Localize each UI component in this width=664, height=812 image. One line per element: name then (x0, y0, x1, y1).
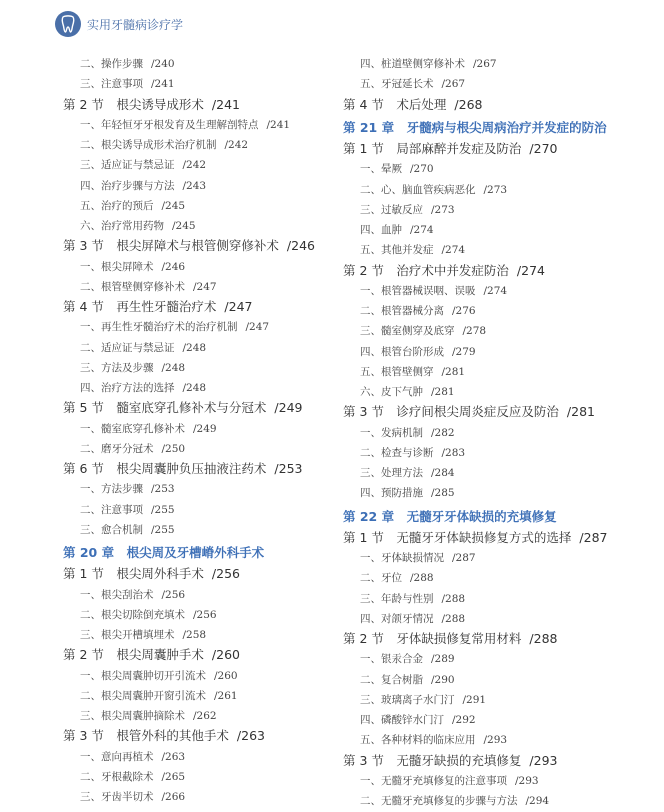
toc-subsection[interactable] (63, 54, 333, 74)
toc-chapter[interactable] (343, 504, 643, 528)
toc-entry-title: 六、治疗常用药物 (80, 220, 164, 232)
toc-page-number: /293 (515, 774, 539, 787)
toc-subsection[interactable] (63, 277, 333, 297)
toc-entry-title: 三、注意事项 (80, 78, 143, 91)
toc-subsection[interactable] (63, 686, 333, 706)
toc-page-number: /282 (431, 426, 455, 439)
toc-subsection[interactable] (63, 135, 333, 155)
toc-subsection[interactable] (63, 479, 333, 499)
toc-page-number: /241 (151, 78, 175, 91)
toc-page-number: /267 (441, 78, 466, 91)
toc-entry-title: 第 5 节 髓室底穿孔修补术与分冠术 (63, 400, 267, 416)
tooth-logo-icon (55, 11, 81, 37)
toc-entry-title: 第 3 节 诊疗间根尖周炎症反应及防治 (343, 404, 559, 420)
toc-page-number: /279 (452, 345, 476, 358)
toc-subsection[interactable] (343, 548, 643, 568)
toc-page-number: /273 (483, 183, 508, 196)
toc-entry-title: 四、治疗方法的选择 (80, 382, 175, 394)
toc-subsection[interactable] (63, 439, 333, 459)
toc-entry-title: 二、操作步骤 (80, 58, 143, 70)
toc-entry-title: 一、发病机制 (360, 426, 423, 439)
toc-subsection[interactable] (343, 281, 643, 301)
toc-entry-title: 三、玻璃离子水门汀 (360, 693, 455, 706)
toc-entry-title: 四、根管台阶形成 (360, 345, 444, 358)
toc-entry-title: 第 3 节 无髓牙缺损的充填修复 (343, 752, 522, 768)
toc-entry-title: 六、皮下气肿 (360, 386, 423, 399)
toc-entry-title: 一、方法步骤 (80, 483, 143, 496)
toc-subsection[interactable] (343, 423, 643, 443)
toc-column-left (63, 54, 333, 807)
toc-subsection[interactable] (343, 159, 643, 179)
toc-subsection[interactable] (63, 196, 333, 216)
toc-subsection[interactable] (63, 176, 333, 196)
toc-subsection[interactable] (63, 358, 333, 378)
toc-page-number: /261 (214, 689, 238, 702)
toc-subsection[interactable] (343, 609, 643, 629)
toc-subsection[interactable] (63, 216, 333, 236)
toc-entry-title: 一、根尖周囊肿切开引流术 (80, 669, 206, 682)
toc-entry-title: 三、愈合机制 (80, 523, 143, 536)
toc-section[interactable] (63, 236, 333, 256)
toc-entry-title: 第 2 节 根尖诱导成形术 (63, 96, 204, 112)
toc-page-number: /247 (193, 280, 217, 293)
toc-section[interactable] (343, 95, 643, 115)
toc-page-number: /267 (473, 58, 497, 70)
toc-page-number: /241 (266, 118, 291, 131)
toc-subsection[interactable] (343, 463, 643, 483)
toc-subsection[interactable] (343, 568, 643, 588)
toc-entry-title: 三、牙齿半切术 (80, 791, 154, 804)
toc-entry-title: 第 3 节 根管外科的其他手术 (63, 728, 229, 744)
toc-section[interactable] (63, 645, 333, 665)
toc-subsection[interactable] (63, 706, 333, 726)
toc-entry-title: 一、银汞合金 (360, 653, 423, 666)
toc-subsection[interactable] (343, 301, 643, 321)
toc-subsection[interactable] (63, 747, 333, 767)
toc-section[interactable] (63, 726, 333, 746)
toc-page-number: /266 (161, 791, 186, 804)
toc-subsection[interactable] (63, 74, 333, 94)
toc-page-number: /289 (431, 653, 455, 666)
toc-entry-title: 三、根尖开槽填埋术 (80, 629, 175, 642)
toc-page-number: /258 (182, 629, 207, 642)
toc-section[interactable] (63, 398, 333, 418)
toc-page-number: /270 (529, 141, 558, 157)
toc-page-number: /247 (224, 299, 253, 314)
toc-entry-title: 第 22 章 无髓牙牙体缺损的充填修复 (343, 508, 557, 524)
toc-subsection[interactable] (343, 240, 643, 260)
toc-page-number: /273 (431, 203, 455, 216)
toc-entry-title: 二、根管器械分离 (360, 305, 444, 318)
toc-entry-title: 二、检查与诊断 (360, 446, 434, 459)
toc-section[interactable] (343, 528, 643, 548)
toc-entry-title: 四、血肿 (360, 224, 402, 237)
toc-entry-title: 一、年轻恒牙牙根发育及生理解剖特点 (80, 118, 259, 131)
toc-entry-title: 一、根尖刮治术 (80, 588, 154, 601)
toc-subsection[interactable] (63, 787, 333, 807)
toc-subsection[interactable] (343, 483, 643, 503)
toc-page-number: /274 (483, 284, 508, 297)
toc-page-number: /283 (441, 446, 466, 459)
toc-subsection[interactable] (343, 649, 643, 669)
toc-page-number: /256 (161, 588, 186, 601)
toc-entry-title: 四、磷酸锌水门汀 (360, 714, 444, 727)
toc-subsection[interactable] (63, 155, 333, 175)
toc-entry-title: 第 2 节 治疗术中并发症防治 (343, 262, 509, 278)
toc-page-number: /263 (161, 750, 186, 763)
toc-entry-title: 二、根尖周囊肿开窗引流术 (80, 689, 206, 702)
toc-subsection[interactable] (63, 257, 333, 277)
toc-page-number: /263 (236, 728, 265, 744)
toc-entry-title: 第 3 节 根尖屏障术与根管侧穿修补术 (63, 238, 279, 254)
running-header (55, 10, 183, 38)
toc-entry-title: 三、适应证与禁忌证 (80, 159, 175, 172)
toc-page-number: /284 (431, 467, 455, 480)
toc-subsection[interactable] (63, 666, 333, 686)
toc-page-number: /250 (161, 442, 186, 455)
toc-page-number: /253 (151, 483, 175, 496)
toc-page-number: /293 (483, 734, 508, 747)
toc-page-number: /248 (182, 341, 207, 354)
toc-page-number: /288 (410, 572, 434, 585)
toc-page-number: /287 (579, 529, 608, 545)
toc-entry-title: 第 1 节 局部麻醉并发症及防治 (343, 141, 522, 157)
toc-page-number: /291 (462, 693, 487, 706)
toc-page-number: /268 (454, 96, 483, 112)
toc-page-number: /248 (161, 361, 186, 374)
toc-entry-title: 第 21 章 牙髓病与根尖周病治疗并发症的防治 (343, 119, 607, 135)
toc-entry-title: 二、心、脑血管疾病恶化 (360, 183, 476, 196)
toc-entry-title: 一、牙体缺损情况 (360, 552, 444, 565)
toc-section[interactable] (343, 751, 643, 771)
toc-entry-title: 二、无髓牙充填修复的步骤与方法 (360, 795, 518, 808)
toc-entry-title: 四、对颌牙情况 (360, 612, 434, 625)
toc-section[interactable] (343, 402, 643, 422)
toc-subsection[interactable] (63, 500, 333, 520)
toc-page-number: /288 (441, 612, 466, 625)
toc-subsection[interactable] (343, 730, 643, 750)
toc-subsection[interactable] (343, 74, 643, 94)
toc-section[interactable] (343, 629, 643, 649)
toc-entry-title: 第 4 节 再生性牙髓治疗术 (63, 299, 217, 314)
toc-page-number: /274 (441, 244, 466, 257)
toc-section[interactable] (63, 95, 333, 115)
toc-page-number: /242 (182, 159, 207, 172)
toc-subsection[interactable] (343, 443, 643, 463)
toc-entry-title: 四、预防措施 (360, 487, 423, 500)
toc-subsection[interactable] (343, 362, 643, 382)
toc-section[interactable] (63, 297, 333, 317)
toc-entry-title: 二、根尖诱导成形术治疗机制 (80, 139, 217, 151)
toc-page-number: /260 (211, 647, 240, 663)
toc-page-number: /253 (274, 461, 303, 476)
toc-page-number: /246 (286, 238, 315, 254)
toc-section[interactable] (63, 459, 333, 479)
toc-entry-title: 四、桩道壁侧穿修补术 (360, 58, 465, 70)
toc-subsection[interactable] (343, 710, 643, 730)
toc-subsection[interactable] (63, 419, 333, 439)
toc-subsection[interactable] (343, 771, 643, 791)
toc-page-number: /281 (441, 365, 466, 378)
toc-entry-title: 二、牙根截除术 (80, 770, 154, 783)
toc-entry-title: 五、各种材料的临床应用 (360, 734, 476, 747)
toc-entry-title: 第 6 节 根尖周囊肿负压抽液注药术 (63, 461, 267, 476)
toc-entry-title: 二、牙位 (360, 572, 402, 585)
toc-page-number: /249 (274, 400, 303, 416)
toc-subsection[interactable] (63, 585, 333, 605)
toc-subsection[interactable] (63, 605, 333, 625)
toc-subsection[interactable] (343, 670, 643, 690)
toc-subsection[interactable] (63, 520, 333, 540)
toc-page-number: /245 (161, 199, 186, 212)
toc-page-number: /265 (161, 770, 186, 783)
toc-entry-title: 一、根尖屏障术 (80, 260, 154, 273)
toc-subsection[interactable] (343, 321, 643, 341)
toc-subsection[interactable] (63, 378, 333, 398)
toc-page-number: /241 (211, 96, 240, 112)
toc-page-number: /245 (172, 220, 196, 232)
toc-page-number: /255 (151, 523, 175, 536)
toc-entry-title: 第 4 节 术后处理 (343, 96, 447, 112)
toc-page-number: /293 (529, 752, 558, 768)
toc-chapter[interactable] (63, 540, 333, 564)
toc-entry-title: 二、根管壁侧穿修补术 (80, 280, 185, 293)
toc-page-number: /274 (410, 224, 434, 237)
toc-page-number: /287 (452, 552, 476, 565)
toc-subsection[interactable] (343, 200, 643, 220)
toc-page-number: /243 (182, 179, 207, 192)
toc-entry-title: 第 1 节 根尖周外科手术 (63, 566, 204, 582)
toc-page-number: /276 (452, 305, 476, 318)
toc-entry-title: 三、年龄与性别 (360, 592, 434, 605)
toc-subsection[interactable] (343, 382, 643, 402)
toc-entry-title: 一、无髓牙充填修复的注意事项 (360, 774, 507, 787)
toc-page-number: /274 (516, 262, 545, 278)
toc-page-number: /260 (214, 669, 238, 682)
toc-page-number: /247 (245, 321, 270, 334)
toc-entry-title: 一、髓室底穿孔修补术 (80, 422, 185, 435)
toc-page-number: /255 (151, 503, 175, 516)
toc-entry-title: 三、处理方法 (360, 467, 423, 480)
toc-entry-title: 三、过敏反应 (360, 203, 423, 216)
toc-page-number: /288 (441, 592, 466, 605)
toc-entry-title: 四、治疗步骤与方法 (80, 179, 175, 192)
toc-subsection[interactable] (343, 54, 643, 74)
toc-page-number: /288 (529, 631, 558, 647)
toc-entry-title: 三、方法及步骤 (80, 361, 154, 374)
toc-entry-title: 一、再生性牙髓治疗术的治疗机制 (80, 321, 238, 334)
toc-entry-title: 二、磨牙分冠术 (80, 442, 154, 455)
toc-subsection[interactable] (343, 589, 643, 609)
book-title: 实用牙髓病诊疗学 (87, 17, 184, 32)
toc-entry-title: 五、根管壁侧穿 (360, 365, 434, 378)
toc-subsection[interactable] (63, 115, 333, 135)
toc-section[interactable] (343, 261, 643, 281)
toc-page-number: /256 (211, 566, 240, 582)
toc-page-number: /249 (193, 422, 217, 435)
toc-page-number: /278 (462, 325, 487, 338)
toc-page-number: /240 (151, 58, 175, 70)
toc-page-number: /292 (452, 714, 476, 727)
toc-entry-title: 一、晕厥 (360, 163, 402, 176)
toc-page-number: /248 (182, 382, 207, 394)
toc-subsection[interactable] (343, 180, 643, 200)
toc-page-number: /290 (431, 673, 455, 686)
toc-entry-title: 二、注意事项 (80, 503, 143, 516)
toc-section[interactable] (343, 139, 643, 159)
toc-entry-title: 第 1 节 无髓牙牙体缺损修复方式的选择 (343, 529, 572, 545)
toc-page-number: /270 (410, 163, 434, 176)
toc-entry-title: 二、适应证与禁忌证 (80, 341, 175, 354)
toc-entry-title: 第 2 节 根尖周囊肿手术 (63, 647, 204, 663)
toc-entry-title: 二、根尖切除倒充填术 (80, 608, 185, 621)
toc-column-right (343, 54, 643, 811)
toc-entry-title: 一、根管器械误咽、误吸 (360, 284, 476, 297)
toc-subsection[interactable] (343, 342, 643, 362)
toc-page-number: /281 (431, 386, 455, 399)
toc-entry-title: 五、牙冠延长术 (360, 78, 434, 91)
toc-subsection[interactable] (343, 220, 643, 240)
toc-entry-title: 五、治疗的预后 (80, 199, 154, 212)
toc-subsection[interactable] (63, 625, 333, 645)
toc-page-number: /246 (161, 260, 186, 273)
toc-entry-title: 三、根尖周囊肿摘除术 (80, 710, 185, 723)
toc-subsection[interactable] (343, 791, 643, 811)
toc-section[interactable] (63, 564, 333, 584)
toc-subsection[interactable] (63, 767, 333, 787)
toc-page-number: /294 (525, 795, 550, 808)
toc-chapter[interactable] (343, 115, 643, 139)
toc-entry-title: 第 20 章 根尖周及牙槽嵴外科手术 (63, 545, 265, 560)
toc-entry-title: 一、意向再植术 (80, 750, 154, 763)
toc-subsection[interactable] (63, 338, 333, 358)
toc-subsection[interactable] (343, 690, 643, 710)
toc-entry-title: 五、其他并发症 (360, 244, 434, 257)
toc-entry-title: 二、复合树脂 (360, 673, 423, 686)
toc-entry-title: 三、髓室侧穿及底穿 (360, 325, 455, 338)
toc-subsection[interactable] (63, 317, 333, 337)
toc-entry-title: 第 2 节 牙体缺损修复常用材料 (343, 631, 522, 647)
toc-page-number: /285 (431, 487, 455, 500)
toc-page-number: /256 (193, 608, 217, 621)
toc-page-number: /242 (224, 139, 249, 151)
toc-page-number: /281 (566, 404, 595, 420)
toc-page-number: /262 (193, 710, 217, 723)
